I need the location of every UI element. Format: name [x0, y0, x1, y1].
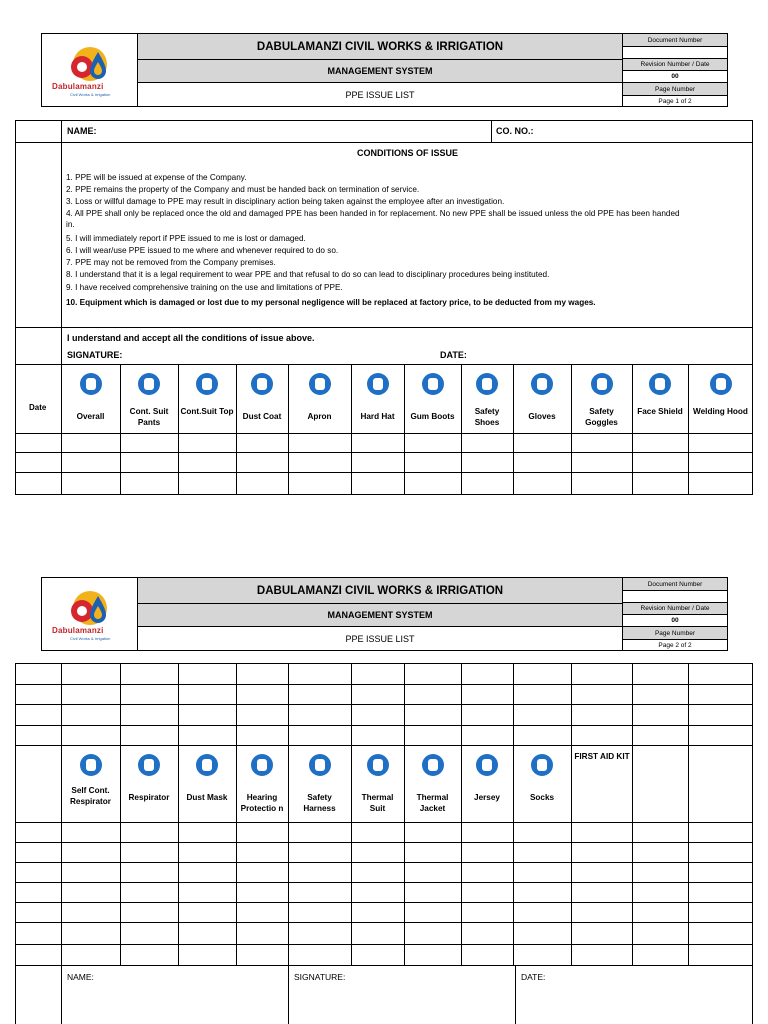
- signature-label-2: SIGNATURE:: [294, 972, 346, 982]
- condition-item-10: 10. Equipment which is damaged or lost due to my personal negligence will be replaced at factory price, to be deducted from my wages.: [66, 298, 596, 307]
- logo-tagline: Civil Works & Irrigation: [70, 92, 111, 97]
- gum-boots-icon: [422, 373, 444, 395]
- ppe-item-label: Gloves: [528, 412, 556, 421]
- dust-mask-icon: [196, 754, 218, 776]
- ppe-item-label: Dust Coat: [242, 412, 282, 421]
- condition-item: 5. I will immediately report if PPE issued to me is lost or damaged.: [66, 234, 306, 243]
- doc-number-label-2: Document Number: [623, 578, 727, 590]
- logo-tagline-2: Civil Works & Irrigation: [70, 636, 111, 641]
- condition-item: 9. I have received comprehensive training on the use and limitations of PPE.: [66, 283, 343, 292]
- revision-value-2: 00: [671, 617, 679, 624]
- jersey-icon: [476, 754, 498, 776]
- scba-icon: [80, 754, 102, 776]
- gear-icon: [71, 56, 93, 78]
- conditions-title: CONDITIONS OF ISSUE: [357, 148, 459, 158]
- date-label: DATE:: [440, 350, 467, 360]
- ppe-item-label: Apron: [307, 412, 332, 421]
- revision-value: 00: [671, 73, 679, 80]
- condition-item: 3. Loss or willful damage to PPE may result in disciplinary action being taken against the employee after an investigation.: [66, 197, 505, 206]
- date-label-2: DATE:: [521, 972, 546, 982]
- harness-icon: [309, 754, 331, 776]
- page-label: Page Number: [623, 83, 727, 95]
- goggles-icon: [591, 373, 613, 395]
- company-title-2: DABULAMANZI CIVIL WORKS & IRRIGATION: [138, 578, 622, 603]
- revision-label-2: Revision Number / Date: [623, 603, 727, 614]
- ppe-item-label: Jersey: [474, 793, 500, 802]
- ppe-item-label: Cont. Suit Pants: [129, 407, 169, 427]
- condition-item: in.: [66, 220, 75, 229]
- form-page-2: [15, 663, 753, 1024]
- name-label: NAME:: [67, 126, 97, 136]
- name-label-2: NAME:: [67, 972, 94, 982]
- ppe-item-label: Overall: [76, 412, 105, 421]
- top-icon: [196, 373, 218, 395]
- page-label-2: Page Number: [623, 627, 727, 639]
- date-column-label: Date: [29, 403, 47, 412]
- overall-icon: [80, 373, 102, 395]
- respirator-icon: [138, 754, 160, 776]
- condition-item: 6. I will wear/use PPE issued to me where and whenever required to do so.: [66, 246, 339, 255]
- document-title-2: PPE ISSUE LIST: [345, 633, 415, 644]
- ppe-item-label: Thermal Jacket: [416, 793, 449, 813]
- revision-label: Revision Number / Date: [623, 59, 727, 70]
- system-title: MANAGEMENT SYSTEM: [138, 60, 622, 82]
- company-logo: [46, 40, 134, 102]
- hearing-icon: [251, 754, 273, 776]
- system-title-2: MANAGEMENT SYSTEM: [138, 604, 622, 626]
- logo-name-2: Dabulamanzi: [52, 626, 104, 635]
- ppe-item-label: Face Shield: [637, 407, 683, 416]
- ppe-item-label: Safety Harness: [303, 793, 336, 813]
- ppe-item-label: Gum Boots: [410, 412, 455, 421]
- face-shield-icon: [649, 373, 671, 395]
- condition-item: 1. PPE will be issued at expense of the Company.: [66, 173, 247, 182]
- gear-icon: [71, 600, 93, 622]
- co-no-label: CO. NO.:: [496, 126, 534, 136]
- condition-item: 4. All PPE shall only be replaced once the old and damaged PPE has been handed in for replacement. No new PPE shall be issued unless the old PPE has been handed: [66, 209, 680, 218]
- signature-label: SIGNATURE:: [67, 350, 123, 360]
- ppe-item-label: Hard Hat: [360, 412, 395, 421]
- doc-number-label: Document Number: [623, 34, 727, 46]
- thermal-jacket-icon: [422, 754, 444, 776]
- apron-icon: [309, 373, 331, 395]
- ppe-item-label: Respirator: [128, 793, 170, 802]
- ppe-item-label: Self Cont. Respirator: [70, 786, 111, 806]
- gloves-icon: [531, 373, 553, 395]
- ppe-item-label: Socks: [529, 793, 555, 802]
- ppe-item-label: Thermal Suit: [361, 793, 394, 813]
- logo-name: Dabulamanzi: [52, 82, 104, 91]
- ppe-item-label: Hearing Protectio n: [240, 793, 284, 813]
- ppe-item-label: Safety Goggles: [585, 407, 618, 427]
- condition-item: 2. PPE remains the property of the Company and must be handed back on termination of service.: [66, 185, 420, 194]
- safety-shoes-icon: [476, 373, 498, 395]
- condition-item: 7. PPE may not be removed from the Company premises.: [66, 258, 276, 267]
- company-logo-2: [46, 584, 134, 646]
- dust-coat-icon: [251, 373, 273, 395]
- document-title: PPE ISSUE LIST: [345, 89, 415, 100]
- thermal-suit-icon: [367, 754, 389, 776]
- pants-icon: [138, 373, 160, 395]
- company-title: DABULAMANZI CIVIL WORKS & IRRIGATION: [138, 34, 622, 59]
- socks-icon: [531, 754, 553, 776]
- ppe-item-label: Welding Hood: [693, 407, 748, 416]
- hard-hat-icon: [367, 373, 389, 395]
- ppe-item-label: Dust Mask: [186, 793, 228, 802]
- accept-statement: I understand and accept all the conditions of issue above.: [67, 333, 315, 343]
- welding-hood-icon: [710, 373, 732, 395]
- ppe-item-label: Cont.Suit Top: [180, 407, 234, 416]
- ppe-item-label: Safety Shoes: [474, 407, 500, 427]
- condition-item: 8. I understand that it is a legal requirement to wear PPE and that refusal to do so can lead to disciplinary procedures being instituted.: [66, 270, 550, 279]
- first-aid-kit-label: FIRST AID KIT: [574, 752, 630, 761]
- page-value-2: Page 2 of 2: [658, 641, 692, 649]
- page-value: Page 1 of 2: [658, 97, 692, 105]
